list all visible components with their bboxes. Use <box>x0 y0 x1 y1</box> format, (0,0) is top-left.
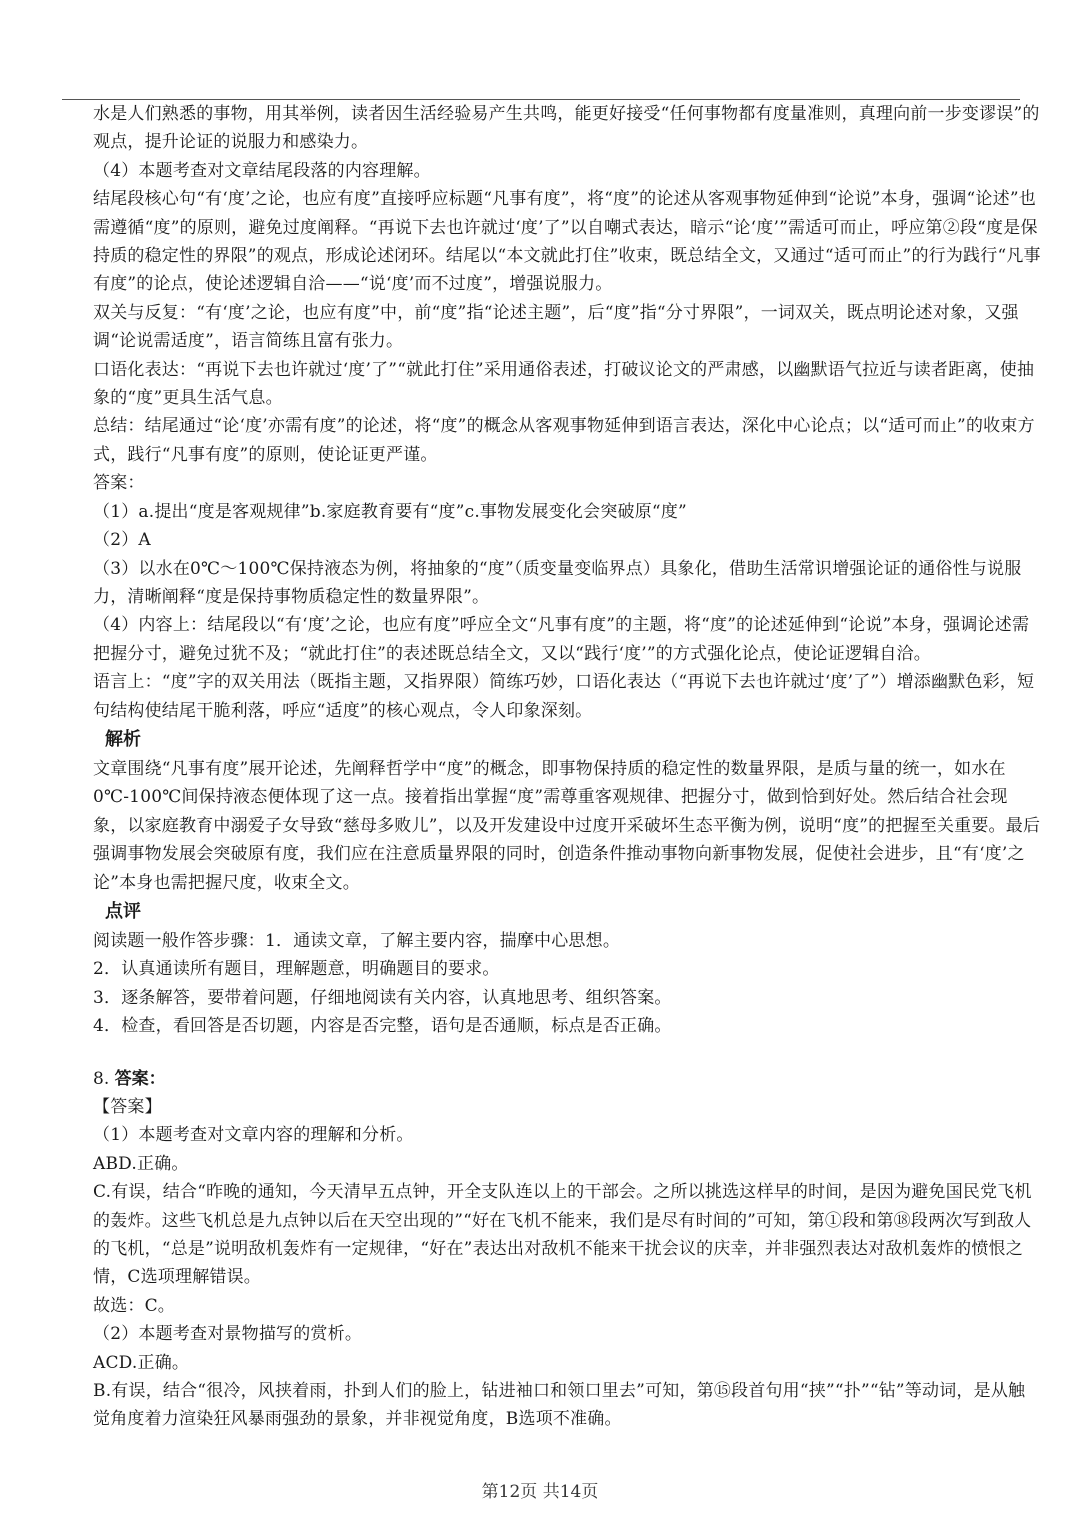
paragraph: 文章围绕“凡事有度”展开论述，先阐释哲学中“度”的概念，即事物保持质的稳定性的数量界限，是质与量的统一，如水在0℃-100℃间保持液态便体现了这一点。接着指出掌握“度”需尊重客观规律、把握分寸，做到恰到好处。然后结合社会现象，以家庭教育中溺爱子女导致“慈母多败儿”，以及开发建设中过度开采破坏生态平衡为例，说明“度”的把握至关重要。最后强调事物发展会突破原有度，我们应在注意质量界限的同时，创造条件推动事物向新事物发展，促使社会进步，且“有‘度’之论”本身也需把握尺度，收束全文。 <box>93 758 1041 893</box>
paragraph: 总结：结尾通过“论‘度’亦需有度”的论述，将“度”的概念从客观事物延伸到语言表达，深化中心论点；以“适可而止”的收束方式，践行“凡事有度”的原则，使论证更严谨。 <box>93 416 1035 465</box>
paragraph: （1）本题考查对文章内容的理解和分析。 <box>93 1125 414 1146</box>
paragraph: 故选：C。 <box>93 1295 176 1316</box>
question-number: 8. <box>93 1068 110 1089</box>
paragraph: 3．逐条解答，要带着问题，仔细地阅读有关内容，认真地思考、组织答案。 <box>93 987 672 1008</box>
paragraph: （1）a.提出“度是客观规律”b.家庭教育要有“度”c.事物发展变化会突破原“度” <box>93 501 687 522</box>
paragraph: 双关与反复：“有‘度’之论，也应有度”中，前“度”指“论述主题”，后“度”指“分寸界限”，一词双关，既点明论述对象，又强调“论说需适度”，语言简练且富有张力。 <box>93 302 1019 352</box>
paragraph: B.有误，结合“很冷，风挟着雨，扑到人们的脸上，钻进袖口和领口里去”可知，第⑮段首句用“挟”“扑”“钻”等动词，是从触觉角度着力渲染狂风暴雨强劲的景象，并非视觉角度，B选项不准确。 <box>93 1381 1026 1430</box>
paragraph: 结尾段核心句“有‘度’之论，也应有度”直接呼应标题“凡事有度”，将“度”的论述从客观事物延伸到“论说”本身，强调“论述”也需遵循“度”的原则，避免过度阐释。“再说下去也许就过‘度’了”以自嘲式表达，暗示“论‘度’”需适可而止，呼应第②段“度是保持质的稳定性的界限”的观点，形成论述闭环。结尾以“本文就此打住”收束，既总结全文，又通过“适可而止”的行为践行“凡事有度”的论点，使论述逻辑自洽——“说‘度’而不过度”，增强说服力。 <box>93 189 1041 295</box>
paragraph: 4．检查，看回答是否切题，内容是否完整，语句是否通顺，标点是否正确。 <box>93 1016 672 1037</box>
heading-dianping: 点评 <box>105 900 141 922</box>
page-footer: 第12页 共14页 <box>481 1482 599 1502</box>
paragraph: ABD.正确。 <box>93 1153 189 1174</box>
paragraph: （2）A <box>93 530 151 551</box>
paragraph: 2．认真通读所有题目，理解题意，明确题目的要求。 <box>93 959 500 980</box>
paragraph: 【答案】 <box>93 1097 162 1117</box>
paragraph: （3）以水在0℃～100℃保持液态为例，将抽象的“度”（质变量变临界点）具象化，借助生活常识增强论证的通俗性与说服力，清晰阐释“度是保持事物质稳定性的数量界限”。 <box>93 558 1022 607</box>
document-body <box>93 100 1041 1434</box>
paragraph: 阅读题一般作答步骤：1．通读文章，了解主要内容，揣摩中心思想。 <box>93 930 621 951</box>
paragraph: 水是人们熟悉的事物，用其举例，读者因生活经验易产生共鸣，能更好接受“任何事物都有度量准则，真理向前一步变谬误”的观点，提升论证的说服力和感染力。 <box>93 104 1040 153</box>
paragraph: （4）内容上：结尾段以“有‘度’之论，也应有度”呼应全文“凡事有度”的主题，将“度”的论述延伸到“论说”本身，强调论述需把握分寸，避免过犹不及；“就此打住”的表述既总结全文，又以“践行‘度’”的方式强化论点，使论证逻辑自洽。 <box>93 615 1030 664</box>
paragraph: ACD.正确。 <box>93 1352 190 1373</box>
paragraph: （4）本题考查对文章结尾段落的内容理解。 <box>93 160 431 181</box>
answer-label: 答案： <box>114 1068 166 1089</box>
paragraph: 答案： <box>93 473 145 494</box>
paragraph: 语言上：“度”字的双关用法（既指主题，又指界限）简练巧妙，口语化表达（“再说下去也许就过‘度’了”）增添幽默色彩，短句结构使结尾干脆利落，呼应“适度”的核心观点，令人印象深刻。 <box>93 672 1035 721</box>
paragraph: 口语化表达：“再说下去也许就过‘度’了”“就此打住”采用通俗表述，打破议论文的严肃感，以幽默语气拉近与读者距离，使抽象的“度”更具生活气息。 <box>93 359 1035 409</box>
question-8-header <box>93 1065 1041 1093</box>
section-a <box>93 100 1041 725</box>
paragraph: （2）本题考查对景物描写的赏析。 <box>93 1324 363 1345</box>
heading-jiexi: 解析 <box>105 728 141 750</box>
paragraph: C.有误，结合“昨晚的通知，今天清早五点钟，开全支队连以上的干部会。之所以挑选这样早的时间，是因为避免国民党飞机的轰炸。这些飞机总是九点钟以后在天空出现的”“好在飞机不能来，我们是尽有时间的”可知，第①段和第⑱段两次写到敌人的飞机，“总是”说明敌机轰炸有一定规律，“好在”表达出对敌机不能来干扰会议的庆幸，并非强烈表达对敌机轰炸的愤恨之情，C选项理解错误。 <box>93 1182 1032 1288</box>
